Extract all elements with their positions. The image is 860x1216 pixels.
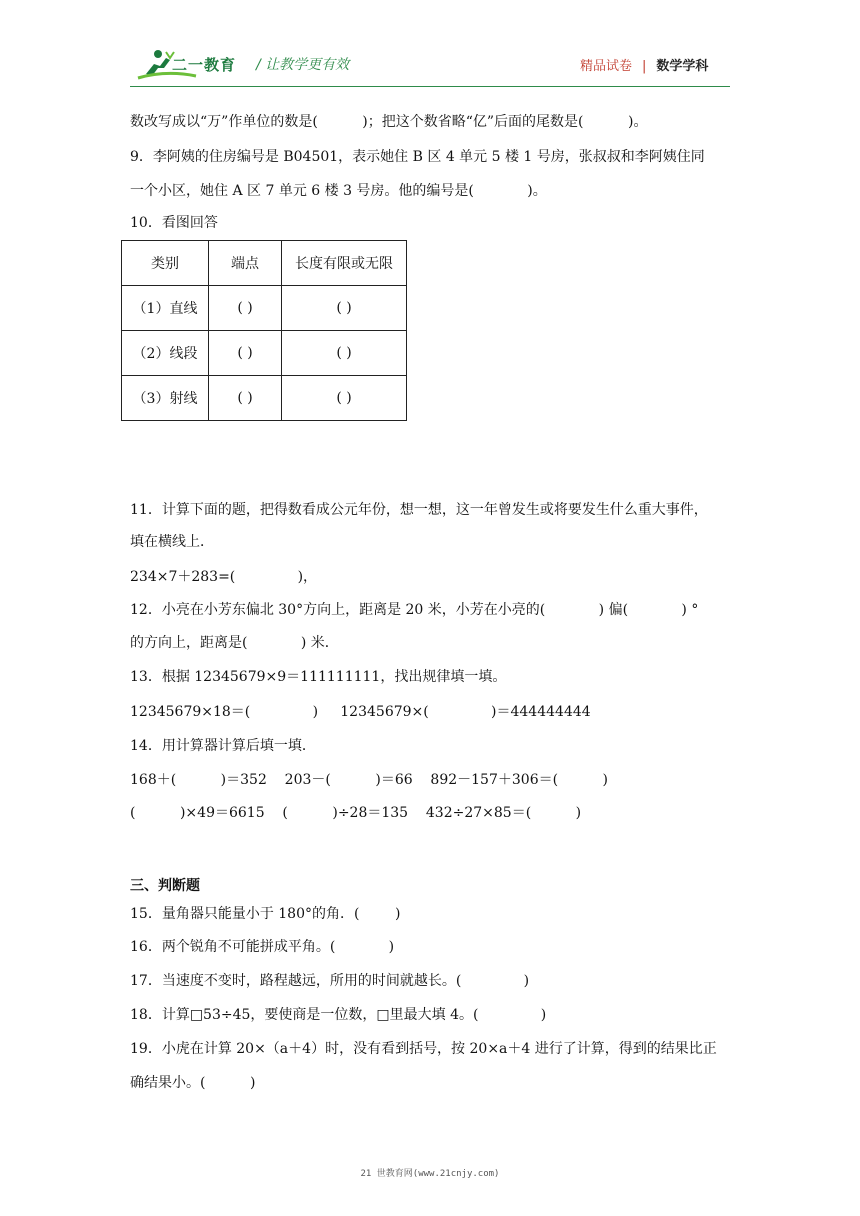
question-17: 17．当速度不变时，路程越远，所用的时间就越长。( ) bbox=[130, 973, 530, 989]
question-10-title: 10．看图回答 bbox=[130, 215, 218, 231]
question-11-expression: 234×7＋283=( )， bbox=[130, 569, 318, 585]
page-header bbox=[0, 0, 860, 90]
table-header-cell: 类别 bbox=[122, 241, 209, 286]
header-separator: | bbox=[642, 59, 647, 74]
question-11-line1: 11．计算下面的题，把得数看成公元年份，想一想，这一年曾发生或将要发生什么重大事件， bbox=[130, 502, 708, 518]
table-header-cell: 端点 bbox=[209, 241, 282, 286]
table-cell: ( ) bbox=[209, 331, 282, 376]
question-19-line2: 确结果小。( ) bbox=[130, 1075, 256, 1091]
question-12-line1: 12．小亮在小芳东偏北 30°方向上，距离是 20 米，小芳在小亮的( ) 偏( ) ° bbox=[130, 602, 699, 618]
table-cell: （1）直线 bbox=[122, 286, 209, 331]
question-15: 15．量角器只能量小于 180°的角．( ) bbox=[130, 906, 401, 922]
question-9-line1: 9．李阿姨的住房编号是 B04501，表示她住 B 区 4 单元 5 楼 1 号房，张叔叔和李阿姨住同 bbox=[130, 149, 705, 165]
page-footer: 21 世教育网(www.21cnjy.com) bbox=[360, 1169, 500, 1179]
table-cell: ( ) bbox=[209, 286, 282, 331]
logo-text: 二一教育 bbox=[172, 56, 237, 74]
question-18: 18．计算□53÷45，要使商是一位数，□里最大填 4。( ) bbox=[130, 1007, 547, 1023]
table-header-cell: 长度有限或无限 bbox=[282, 241, 407, 286]
question-14-title: 14．用计算器计算后填一填． bbox=[130, 738, 316, 754]
question-10-table bbox=[121, 240, 407, 421]
question-9-line2: 一个小区，她住 A 区 7 单元 6 楼 3 号房。他的编号是( )。 bbox=[130, 183, 547, 199]
question-13-line1: 13．根据 12345679×9＝111111111，找出规律填一填。 bbox=[130, 669, 507, 685]
table-cell: （3）射线 bbox=[122, 376, 209, 421]
table-row bbox=[122, 331, 407, 376]
table-cell: ( ) bbox=[209, 376, 282, 421]
question-14-row1: 168＋( )＝352 203－( )＝66 892－157＋306＝( ) bbox=[130, 772, 609, 788]
question-14-row2: ( )×49＝6615 ( )÷28＝135 432÷27×85＝( ) bbox=[130, 805, 582, 821]
question-13-line2: 12345679×18＝( ) 12345679×( )＝444444444 bbox=[130, 704, 591, 720]
header-label: 精品试卷 bbox=[580, 59, 633, 74]
header-right bbox=[580, 55, 708, 74]
table-row bbox=[122, 286, 407, 331]
table-cell: ( ) bbox=[282, 331, 407, 376]
question-16: 16．两个锐角不可能拼成平角。( ) bbox=[130, 939, 395, 955]
slogan: / 让教学更有效 bbox=[256, 57, 350, 73]
table-cell: ( ) bbox=[282, 376, 407, 421]
question-19-line1: 19．小虎在计算 20×（a＋4）时，没有看到括号，按 20×a＋4 进行了计算，得到的结果比正 bbox=[130, 1041, 717, 1057]
table-cell: （2）线段 bbox=[122, 331, 209, 376]
subject-label: 数学学科 bbox=[656, 59, 709, 74]
question-8-tail: 数改写成以“万”作单位的数是( )；把这个数省略“亿”后面的尾数是( )。 bbox=[130, 114, 648, 130]
header-divider bbox=[130, 86, 730, 87]
question-11-line2: 填在横线上． bbox=[130, 534, 214, 550]
table-header-row bbox=[122, 241, 407, 286]
question-12-line2: 的方向上，距离是( ) 米． bbox=[130, 635, 339, 651]
table-cell: ( ) bbox=[282, 286, 407, 331]
table-row bbox=[122, 376, 407, 421]
section-3-heading: 三、判断题 bbox=[130, 878, 200, 894]
